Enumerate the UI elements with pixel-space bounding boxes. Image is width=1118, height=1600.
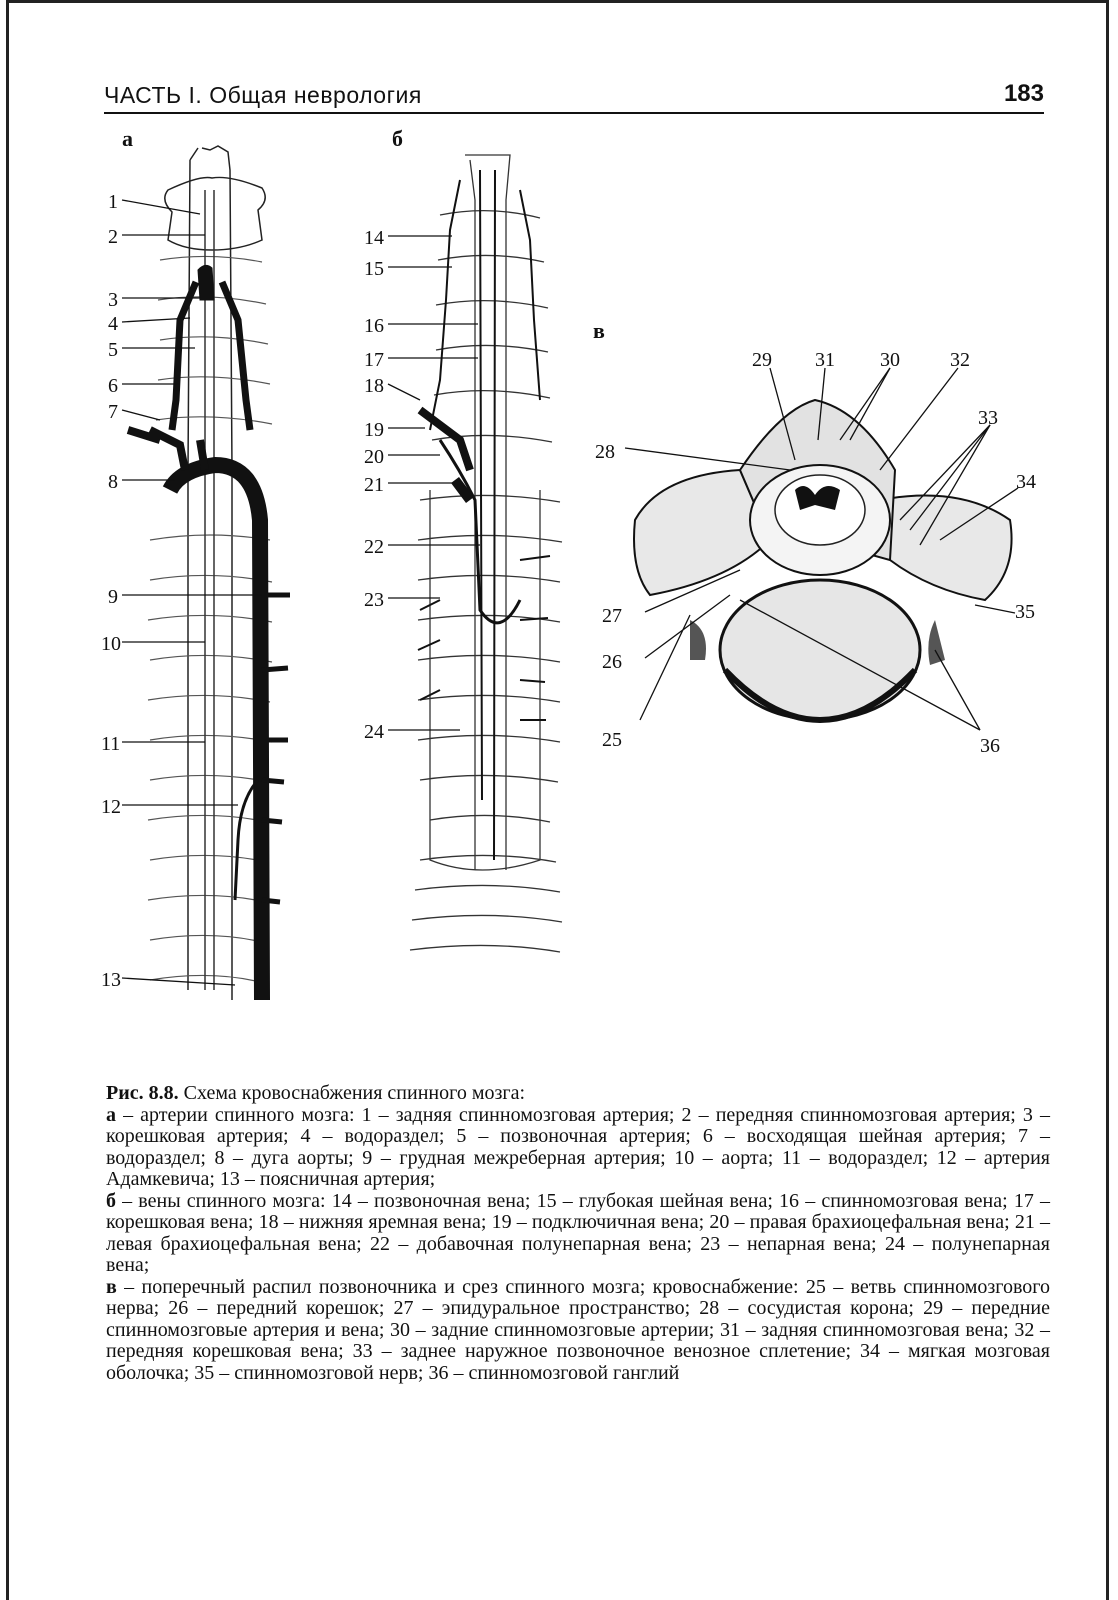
panel-letter-b: б: [392, 126, 403, 151]
figure-label: 25: [602, 729, 622, 751]
figure-label: 21: [364, 474, 384, 496]
panel-b-illustration: [410, 155, 562, 952]
caption-paragraph-a: [106, 1105, 1050, 1191]
chapter-title: ЧАСТЬ I. Общая неврология: [104, 82, 422, 108]
figure-label: 24: [364, 721, 384, 743]
figure-label: 3: [108, 289, 118, 311]
figure-label: 32: [950, 349, 970, 371]
figure-label: 4: [108, 313, 118, 335]
panel-b-veins: [418, 170, 550, 860]
panel-a-labels: [101, 126, 133, 991]
figure-label: 35: [1015, 601, 1035, 623]
figure-label: 23: [364, 589, 384, 611]
caption-paragraph-v: [106, 1277, 1050, 1385]
figure-label: 12: [101, 796, 121, 818]
figure-label: 19: [364, 419, 384, 441]
figure-label: 1: [108, 191, 118, 213]
caption-paragraph-b: [106, 1191, 1050, 1277]
figure-label: 36: [980, 735, 1000, 757]
panel-a-vessels: [128, 265, 290, 1000]
caption-figure-number: Рис. 8.8.: [106, 1082, 179, 1104]
figure-label: 30: [880, 349, 900, 371]
figure-label: 13: [101, 969, 121, 991]
figure-label: 33: [978, 407, 998, 429]
panel-a-leader-lines: [122, 200, 262, 985]
figure-label: 15: [364, 258, 384, 280]
caption-panel-v-letter: в: [106, 1275, 117, 1298]
figure-label: 14: [364, 227, 384, 249]
figure-label: 8: [108, 471, 118, 493]
page-number: 183: [1003, 80, 1044, 107]
figure-label: 11: [101, 733, 121, 755]
panel-b-labels: [364, 126, 403, 743]
panel-letter-v: в: [593, 318, 605, 343]
figure-label: 34: [1016, 471, 1036, 493]
figure-label: 9: [108, 586, 118, 608]
caption-panel-b-letter: б: [106, 1189, 116, 1212]
panel-letter-a: а: [122, 126, 133, 151]
figure-label: 31: [815, 349, 835, 371]
caption-panel-a-text: – артерии спинного мозга: 1 – задняя спинномозговая артерия; 2 – передняя спинномозговая артерия; 3 – корешковая артерия; 4 – водораздел; 5 – позвоночная артерия; 6 – восходящая шейная артерия; 7 – водораздел; 8 – дуга аорты; 9 – грудная межреберная артерия; 10 – аорта; 11 – водораздел; 12 – артерия Адамкевича; 13 – поясничная артерия;: [106, 1103, 1050, 1190]
figure-label: 18: [364, 375, 384, 397]
figure-label: 7: [108, 401, 118, 423]
caption-panel-a-letter: а: [106, 1103, 116, 1126]
figure-caption: [106, 1083, 1050, 1384]
panel-v-illustration: [634, 400, 1012, 720]
figure-label: 16: [364, 315, 384, 337]
figure-label: 6: [108, 375, 118, 397]
figure-label: 20: [364, 446, 384, 468]
caption-title: [106, 1083, 1050, 1105]
caption-panel-b-text: – вены спинного мозга: 14 – позвоночная вена; 15 – глубокая шейная вена; 16 – спинномозговая вена; 17 – корешковая вена; 18 – нижняя яремная вена; 19 – подключичная вена; 20 – правая брахиоцефальная вена; 21 – левая брахиоцефальная вена; 22 – добавочная полунепарная вена; 23 – непарная вена; 24 – полунепарная вена;: [106, 1189, 1050, 1276]
figure-label: 22: [364, 536, 384, 558]
caption-panel-v-text: – поперечный распил позвоночника и срез спинного мозга; кровоснабжение: 25 – ветвь спинномозгового нерва; 26 – передний корешок; 27 – эпидуральное пространство; 28 – сосудистая корона; 29 – передние спинномозговые артерия и вена; 30 – задние спинномозговые артерии; 31 – задняя спинномозговая вена; 32 – передняя корешковая вена; 33 – заднее наружное позвоночное венозное сплетение; 34 – мягкая мозговая оболочка; 35 – спинномозговой нерв; 36 – спинномозговой ганглий: [106, 1275, 1050, 1384]
figure-label: 17: [364, 349, 384, 371]
figure-label: 5: [108, 339, 118, 361]
figure-label: 2: [108, 226, 118, 248]
figure-label: 28: [595, 441, 615, 463]
figure-label: 10: [101, 633, 121, 655]
figure-label: 26: [602, 651, 622, 673]
figure-label: 27: [602, 605, 622, 627]
caption-title-text: Схема кровоснабжения спинного мозга:: [178, 1082, 526, 1104]
figure-label: 29: [752, 349, 772, 371]
